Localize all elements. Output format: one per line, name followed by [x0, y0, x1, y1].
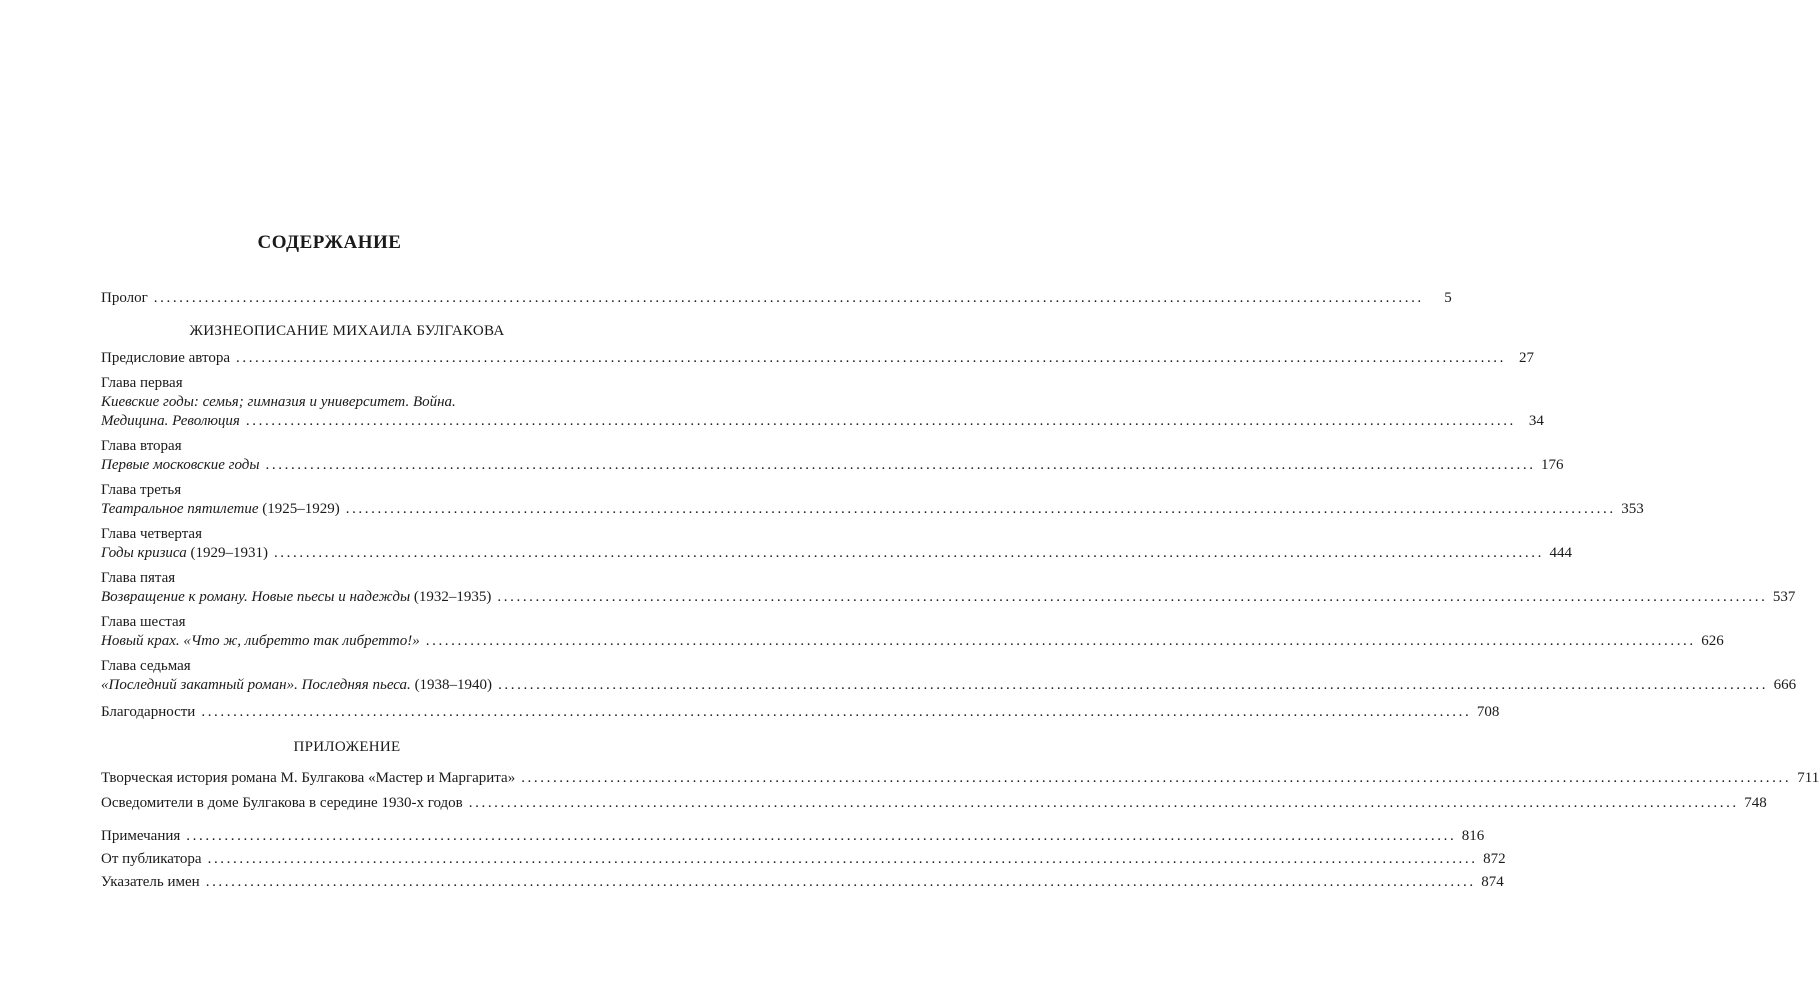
toc-entry-appendix-1[interactable]	[101, 769, 1819, 788]
chapter-title-row	[101, 500, 1644, 519]
chapter-heading: Глава четвертая	[101, 526, 202, 542]
toc-page-number: 748	[1744, 795, 1767, 811]
chapter-title: Первые московские годы	[101, 457, 260, 473]
chapter-heading: Глава вторая	[101, 438, 182, 454]
chapter-heading: Глава пятая	[101, 570, 176, 586]
toc-entry-label: Осведомители в доме Булгакова в середине 1930-х годов	[101, 795, 463, 811]
toc-entry-label: Творческая история романа М. Булгакова «Мастер и Маргарита»	[101, 770, 516, 786]
leader-dots: ........................................................................................................................................................................................................	[468, 795, 1739, 811]
toc-page-number: 816	[1461, 828, 1485, 844]
leader-dots: ........................................................................................................................................................................................................	[497, 589, 1768, 605]
chapter-title-row	[101, 544, 1572, 563]
leader-dots: ........................................................................................................................................................................................................	[201, 704, 1472, 720]
leader-dots: ........................................................................................................................................................................................................	[153, 290, 1424, 306]
leader-dots: ........................................................................................................................................................................................................	[425, 633, 1696, 649]
toc-entry-label: Благодарности	[101, 704, 196, 720]
toc-chapter-5[interactable]	[101, 569, 1796, 607]
leader-dots: ........................................................................................................................................................................................................	[265, 457, 1536, 473]
chapter-title: Медицина. Революция	[101, 413, 240, 429]
chapter-title-row	[101, 456, 1564, 475]
toc-entry-notes[interactable]	[101, 827, 1485, 846]
toc-page-number: 176	[1541, 457, 1564, 473]
toc-page-number: 666	[1773, 677, 1797, 693]
toc-page-number: 353	[1621, 501, 1644, 517]
toc-entry-label: От публикатора	[101, 851, 202, 867]
chapter-title-line: Киевские годы: семья; гимназия и университет. Война.	[101, 394, 456, 410]
leader-dots: ........................................................................................................................................................................................................	[207, 851, 1478, 867]
chapter-title-row	[101, 412, 1544, 431]
section-heading-biography: ЖИЗНЕОПИСАНИЕ МИХАИЛА БУЛГАКОВА	[189, 323, 505, 339]
toc-entry-prologue[interactable]	[101, 289, 1452, 308]
toc-page-number: 5	[1444, 290, 1452, 306]
toc-page-number: 872	[1483, 851, 1506, 867]
section-heading-appendix: ПРИЛОЖЕНИЕ	[293, 739, 401, 755]
toc-entry-appendix-2[interactable]	[101, 794, 1767, 813]
chapter-title: Возвращение к роману. Новые пьесы и надежды (1932–1935)	[101, 589, 492, 605]
toc-entry-acknowledgements[interactable]	[101, 703, 1500, 722]
toc-entry-label: Примечания	[101, 828, 181, 844]
chapter-heading: Глава седьмая	[101, 658, 191, 674]
chapter-title-row	[101, 632, 1724, 651]
toc-chapter-1[interactable]	[101, 374, 1544, 431]
chapter-title: «Последний закатный роман». Последняя пьеса. (1938–1940)	[101, 677, 493, 693]
toc-entry-label: Указатель имен	[101, 874, 200, 890]
chapter-heading: Глава шестая	[101, 614, 186, 630]
table-of-contents	[101, 289, 1819, 892]
leader-dots: ........................................................................................................................................................................................................	[498, 677, 1769, 693]
toc-page-number: 444	[1549, 545, 1572, 561]
leader-dots: ........................................................................................................................................................................................................	[345, 501, 1616, 517]
chapter-title-row	[101, 588, 1796, 607]
chapter-heading: Глава третья	[101, 482, 182, 498]
leader-dots: ........................................................................................................................................................................................................	[521, 770, 1792, 786]
toc-page-number: 708	[1476, 704, 1500, 720]
chapter-title: Годы кризиса (1929–1931)	[101, 545, 268, 561]
toc-entry-foreword[interactable]	[101, 349, 1534, 368]
leader-dots: ........................................................................................................................................................................................................	[186, 828, 1457, 844]
toc-page-number: 711	[1797, 770, 1819, 786]
chapter-title-row	[101, 676, 1797, 695]
toc-chapter-6[interactable]	[101, 613, 1724, 651]
chapter-title: Театральное пятилетие (1925–1929)	[101, 501, 340, 517]
toc-entry-label: Пролог	[101, 290, 148, 306]
chapter-heading: Глава первая	[101, 375, 183, 391]
leader-dots: ........................................................................................................................................................................................................	[205, 874, 1476, 890]
toc-chapter-3[interactable]	[101, 481, 1644, 519]
leader-dots: ........................................................................................................................................................................................................	[245, 413, 1516, 429]
toc-chapter-4[interactable]	[101, 525, 1572, 563]
leader-dots: ........................................................................................................................................................................................................	[273, 545, 1544, 561]
toc-chapter-7[interactable]	[101, 657, 1797, 695]
leader-dots: ........................................................................................................................................................................................................	[236, 350, 1506, 366]
toc-entry-label: Предисловие автора	[101, 350, 230, 366]
toc-entry-publisher-note[interactable]	[101, 850, 1506, 869]
toc-page-number: 626	[1701, 633, 1724, 649]
toc-page-number: 34	[1528, 413, 1544, 429]
chapter-title: Новый крах. «Что ж, либретто так либретто!»	[101, 633, 420, 649]
toc-page-number: 27	[1519, 350, 1534, 366]
toc-entry-name-index[interactable]	[101, 873, 1504, 892]
page-title: СОДЕРЖАНИЕ	[257, 232, 402, 253]
toc-page-number: 537	[1772, 589, 1796, 605]
toc-page-number: 874	[1481, 874, 1504, 890]
toc-chapter-2[interactable]	[101, 437, 1564, 475]
